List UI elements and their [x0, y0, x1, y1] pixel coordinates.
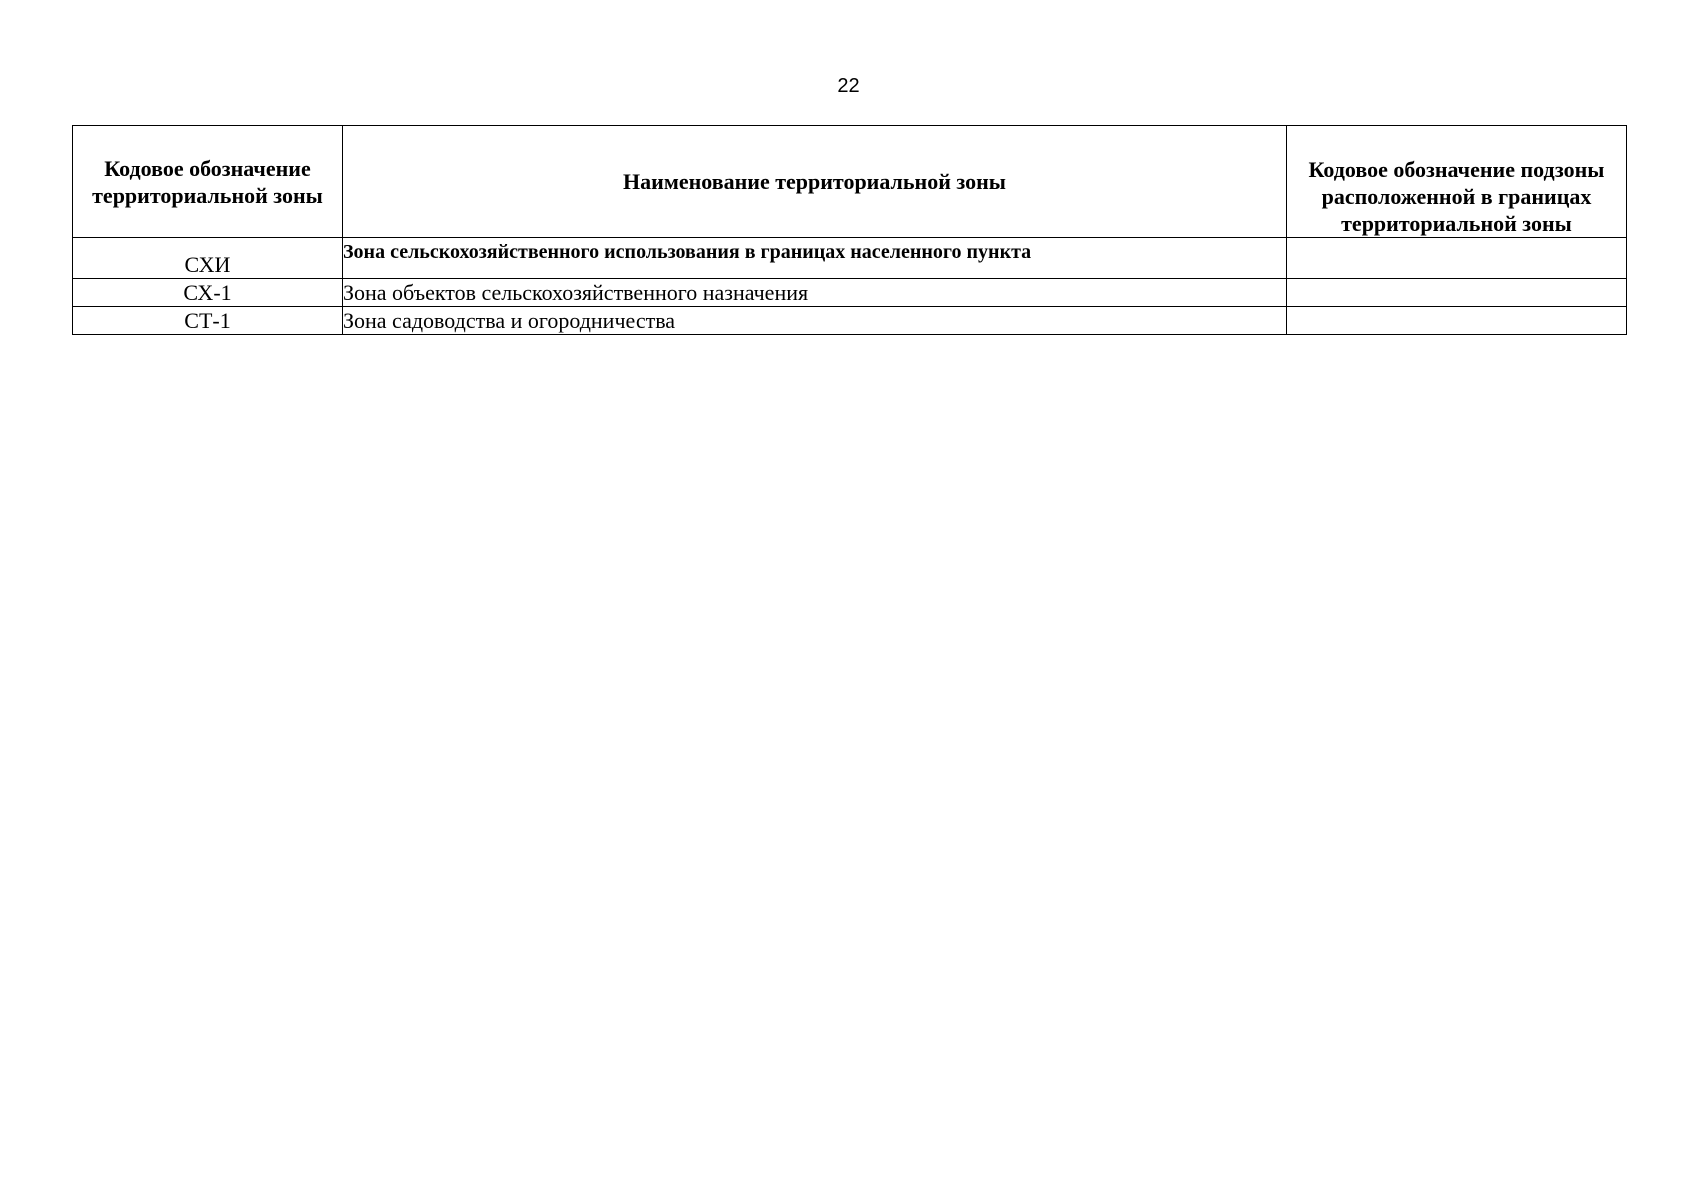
zone-name-cell: Зона сельскохозяйственного использования в границах населенного пункта: [343, 238, 1287, 279]
subzone-code-cell: [1287, 307, 1627, 335]
page-number: 22: [837, 75, 860, 97]
zone-name-cell: Зона объектов сельскохозяйственного назначения: [343, 279, 1287, 307]
header-zone-name: Наименование территориальной зоны: [343, 126, 1287, 238]
zone-code-cell: СХИ: [73, 238, 343, 279]
subzone-code-cell: [1287, 279, 1627, 307]
table-row: [73, 279, 1627, 307]
table-row: [73, 307, 1627, 335]
table-row: [73, 238, 1627, 279]
zone-name-cell: Зона садоводства и огородничества: [343, 307, 1287, 335]
zone-code-cell: СХ-1: [73, 279, 343, 307]
table-header-row: [73, 126, 1627, 238]
zone-code-cell: СТ-1: [73, 307, 343, 335]
header-zone-code: Кодовое обозначение территориальной зоны: [73, 126, 343, 238]
territorial-zones-table: [72, 125, 1627, 335]
header-subzone-code: Кодовое обозначение подзоны расположенной в границах территориальной зоны: [1287, 126, 1627, 238]
subzone-code-cell: [1287, 238, 1627, 279]
